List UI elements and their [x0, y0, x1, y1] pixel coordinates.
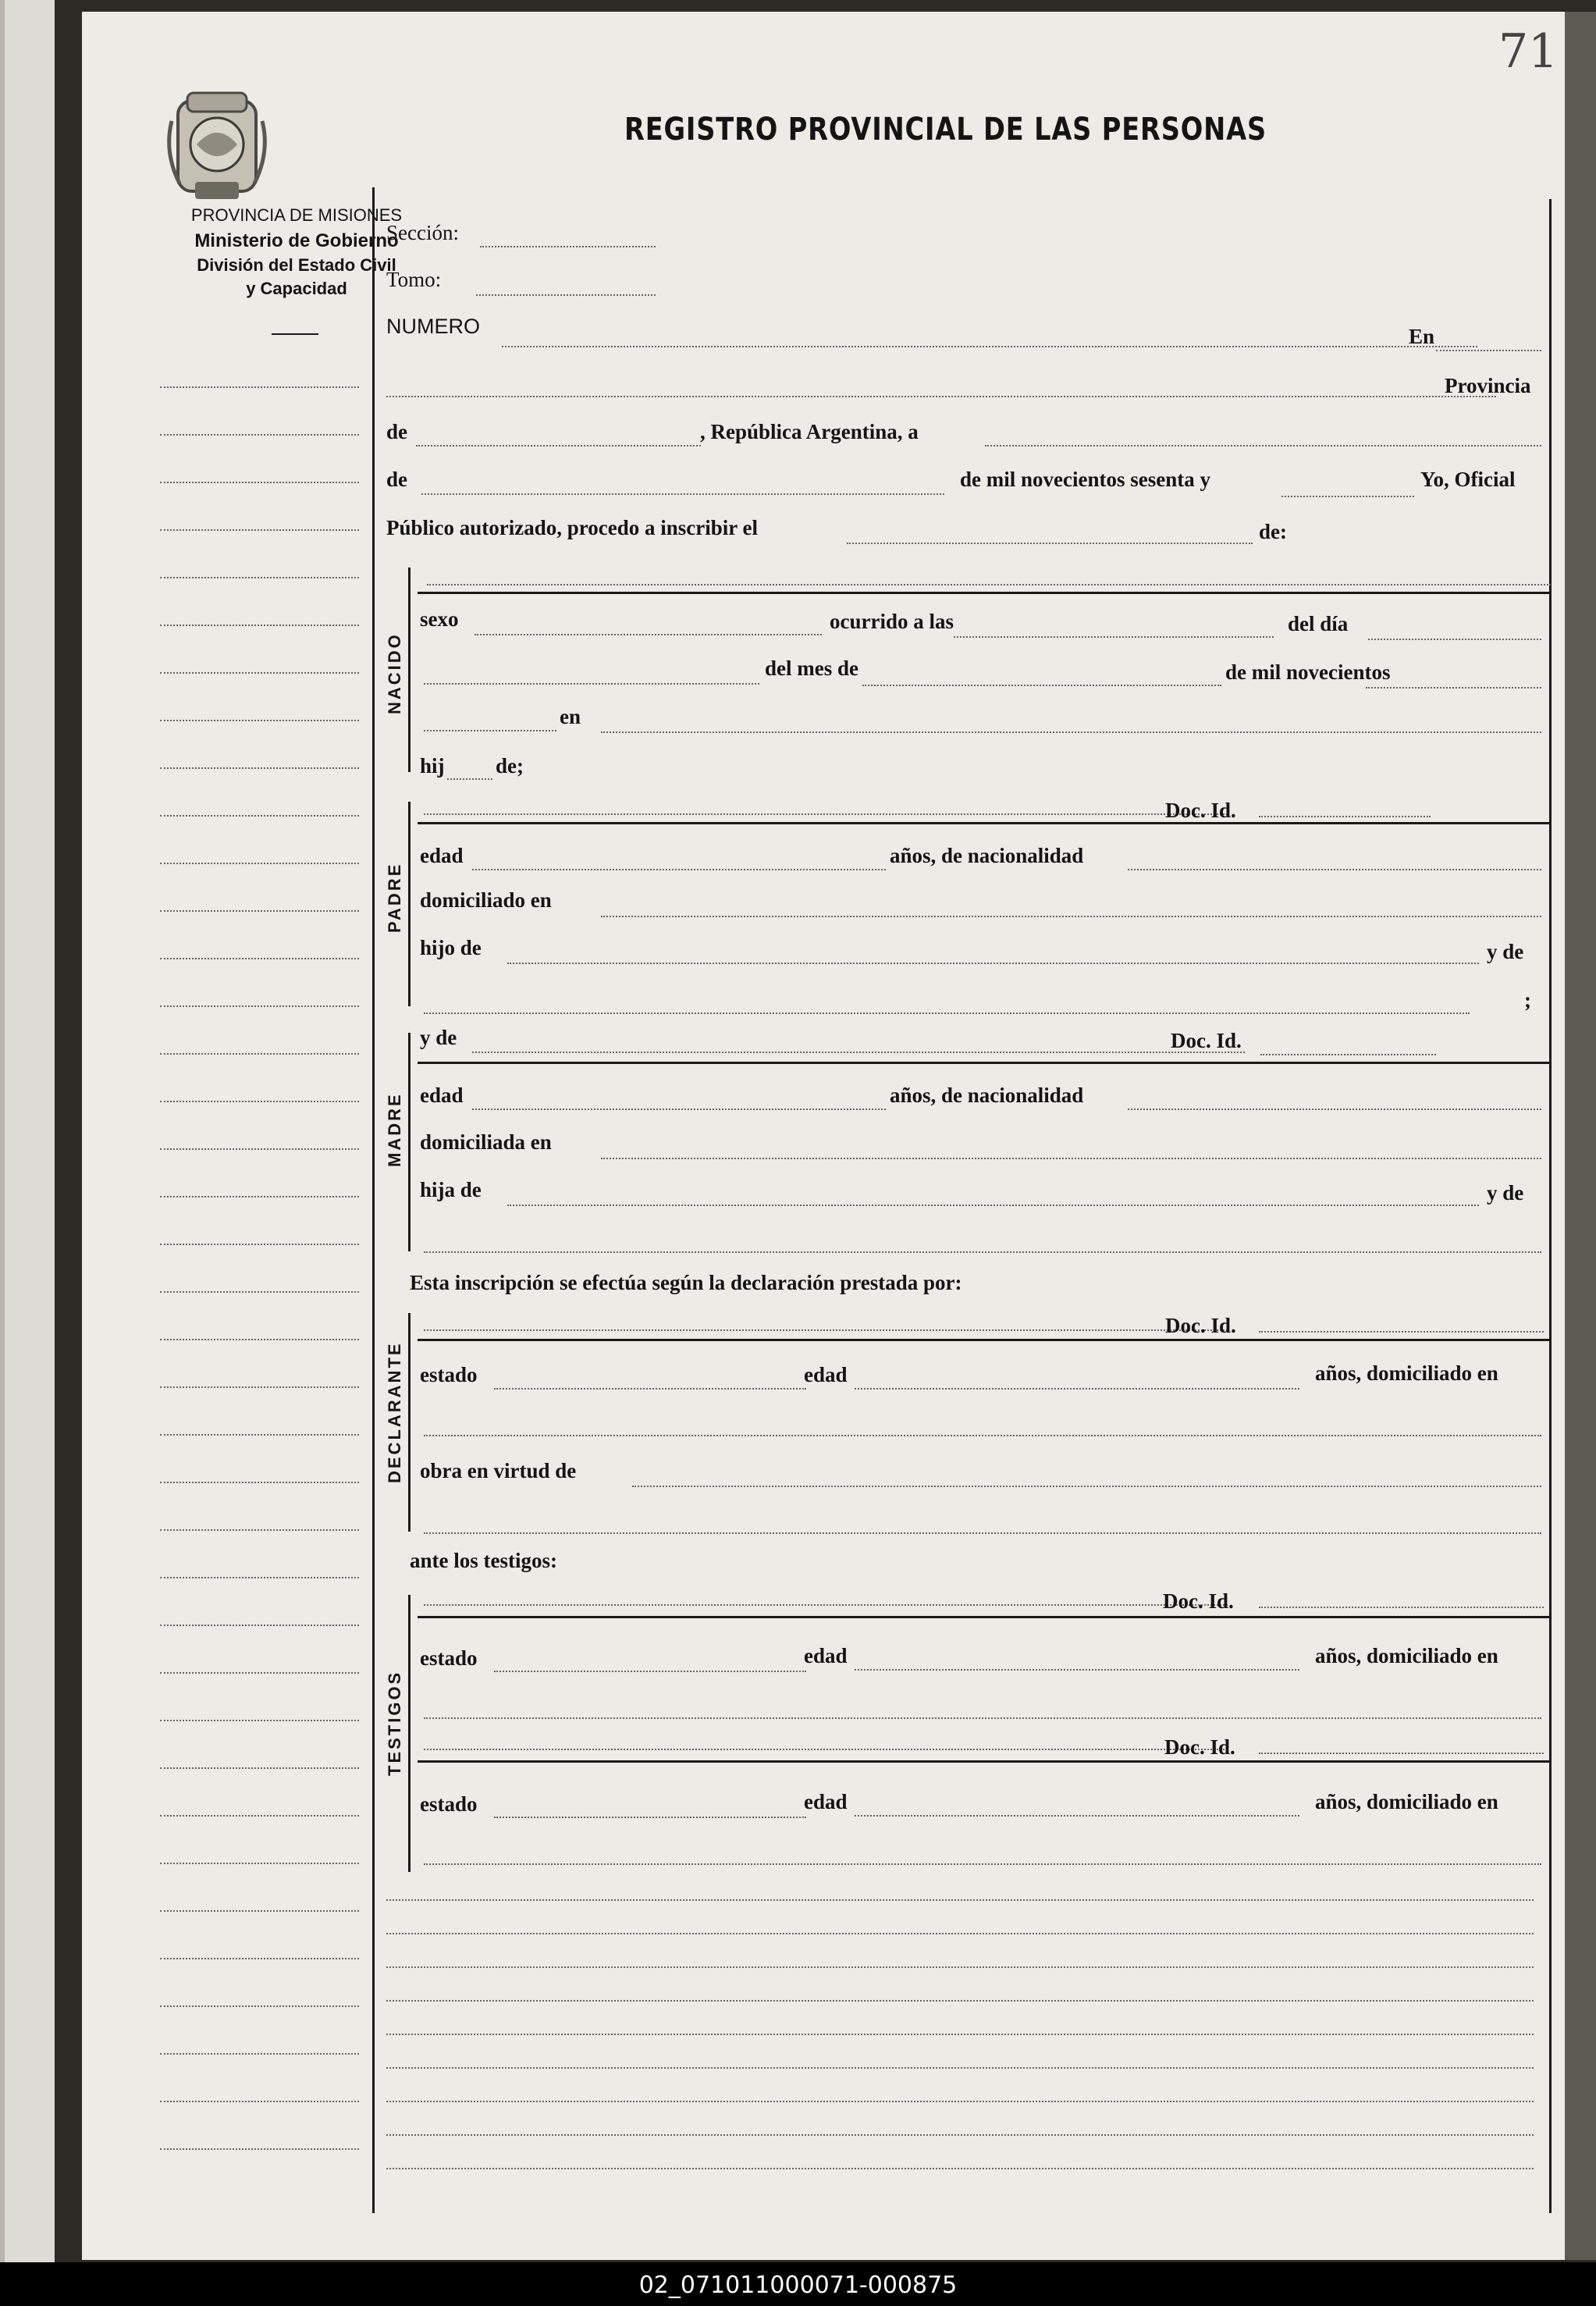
testigo2-estado-field[interactable] [494, 1817, 806, 1818]
seccion-label: Sección: [386, 221, 459, 244]
numero-label: NUMERO [386, 315, 480, 338]
notes-line[interactable] [386, 2134, 1534, 2136]
madre-y-de2-label: y de [1487, 1181, 1524, 1205]
declarante-extra-field[interactable] [424, 1532, 1541, 1534]
margin-line[interactable] [160, 672, 359, 674]
madre-y-de-label: y de [420, 1026, 457, 1049]
lugar-nacimiento-field[interactable] [601, 731, 1541, 733]
testigos-bracket [408, 1595, 411, 1872]
padre-nac-label: años, de nacionalidad [890, 844, 1084, 867]
margin-line[interactable] [160, 625, 359, 626]
margin-line[interactable] [160, 1767, 359, 1769]
margin-line[interactable] [160, 1434, 359, 1436]
padre-abuelo-field[interactable] [507, 963, 1479, 964]
de-label-2: de [386, 468, 407, 491]
margin-line[interactable] [160, 815, 359, 817]
nombre-madre-field[interactable] [472, 1052, 1245, 1053]
testigo2-edad-label: edad [804, 1790, 848, 1813]
testigo2-doc-label: Doc. Id. [1164, 1735, 1235, 1759]
margin-line[interactable] [160, 910, 359, 912]
declarante-edad-field[interactable] [855, 1388, 1299, 1390]
madre-doc-field[interactable] [1260, 1054, 1436, 1055]
provincia-field[interactable] [416, 445, 701, 447]
margin-line[interactable] [160, 1863, 359, 1864]
padre-doc-label: Doc. Id. [1165, 799, 1236, 822]
madre-doc-label: Doc. Id. [1171, 1029, 1242, 1052]
notes-line[interactable] [386, 2168, 1534, 2169]
lugar-field[interactable] [386, 396, 1496, 397]
margin-line[interactable] [160, 767, 359, 769]
margin-line[interactable] [160, 720, 359, 721]
anio-field[interactable] [1281, 496, 1414, 497]
declaracion-text: Esta inscripción se efectúa según la declaración prestada por: [410, 1271, 962, 1294]
en-nacido-label: en [560, 705, 581, 728]
margin-line[interactable] [160, 1720, 359, 1721]
padre-name-rule [418, 822, 1549, 824]
margin-line[interactable] [160, 1910, 359, 1912]
padre-bracket [408, 802, 411, 1006]
declarante-edad-label: edad [804, 1363, 848, 1386]
sexo-field[interactable] [475, 634, 822, 635]
book-cover-edge [1565, 12, 1596, 2260]
padre-y-de-label: y de [1487, 940, 1524, 963]
en-label: En [1409, 325, 1435, 348]
margin-line[interactable] [160, 1291, 359, 1293]
seccion-field[interactable] [480, 246, 656, 247]
margin-line[interactable] [160, 1148, 359, 1150]
notes-line[interactable] [386, 1966, 1534, 1968]
testigo1-doc-field[interactable] [1259, 1607, 1544, 1608]
publico-label: Público autorizado, procedo a inscribir el [386, 516, 758, 539]
dia-nacimiento-field[interactable] [1368, 639, 1541, 640]
hora-field[interactable] [954, 636, 1274, 638]
testigo1-estado-field[interactable] [494, 1671, 806, 1672]
anio-nacimiento-field[interactable] [1366, 687, 1541, 689]
margin-line[interactable] [160, 2101, 359, 2102]
provincia-label: Provincia [1445, 374, 1531, 397]
mes-field[interactable] [421, 493, 944, 495]
madre-bracket [408, 1033, 411, 1251]
padre-hijo-de-label: hijo de [420, 936, 482, 959]
left-border-line [372, 187, 375, 2213]
madre-nac-label: años, de nacionalidad [890, 1084, 1084, 1107]
declarante-domicilio-label: años, domiciliado en [1315, 1361, 1498, 1385]
de-semicolon-label: de; [496, 754, 524, 778]
madre-label: MADRE [385, 1092, 404, 1167]
madre-abuelo-field[interactable] [507, 1205, 1479, 1206]
margin-line[interactable] [160, 2053, 359, 2055]
declarante-obra-field[interactable] [632, 1486, 1541, 1487]
margin-line[interactable] [160, 386, 359, 388]
del-dia-label: del día [1288, 612, 1349, 635]
margin-line[interactable] [160, 1577, 359, 1578]
notes-line[interactable] [386, 1899, 1534, 1901]
padre-semicolon: ; [1524, 988, 1531, 1012]
margin-line[interactable] [160, 482, 359, 483]
madre-nacionalidad-field[interactable] [1128, 1109, 1541, 1110]
mil-sesenta-label: de mil novecientos sesenta y [960, 468, 1210, 491]
nacido-label: NACIDO [385, 632, 404, 714]
testigo1-name-rule [418, 1616, 1549, 1618]
tomo-field[interactable] [476, 294, 656, 296]
image-caption: 02_071011000071-000875 [638, 2272, 958, 2299]
dia-texto-field[interactable] [424, 683, 759, 685]
margin-line[interactable] [160, 1958, 359, 1959]
del-mes-label: del mes de [765, 657, 858, 680]
padre-abuela-field[interactable] [424, 1012, 1470, 1014]
madre-domicilio-label: domiciliada en [420, 1130, 552, 1154]
nombre-declarante-field[interactable] [424, 1329, 1228, 1331]
testigo1-edad-label: edad [804, 1644, 848, 1667]
notes-line[interactable] [386, 2000, 1534, 2002]
nacido-name-rule [418, 592, 1549, 594]
madre-name-rule [418, 1062, 1549, 1064]
margin-line[interactable] [160, 1815, 359, 1817]
ministry-name: Ministerio de Gobierno [194, 230, 399, 251]
tomo-label: Tomo: [386, 268, 442, 291]
ante-testigos-text: ante los testigos: [410, 1549, 557, 1572]
testigo1-estado-label: estado [420, 1646, 478, 1670]
anio-texto-field[interactable] [424, 730, 556, 731]
notes-line[interactable] [386, 2034, 1534, 2035]
mil-novecientos-label: de mil novecientos [1225, 660, 1391, 684]
margin-line[interactable] [160, 1101, 359, 1102]
testigo1-edad-field[interactable] [855, 1669, 1299, 1671]
testigo2-doc-field[interactable] [1259, 1753, 1544, 1754]
padre-doc-field[interactable] [1259, 816, 1431, 817]
margin-line[interactable] [160, 1672, 359, 1674]
de-colon-label: de: [1259, 520, 1287, 543]
margin-line[interactable] [160, 1053, 359, 1055]
hijo-genero-field[interactable] [447, 778, 492, 780]
madre-edad-field[interactable] [472, 1109, 886, 1110]
testigo2-name-rule [418, 1760, 1549, 1763]
margin-line[interactable] [160, 1244, 359, 1245]
margin-line[interactable] [160, 1005, 359, 1007]
nombre-padre-field[interactable] [424, 813, 1228, 815]
province-name: PROVINCIA DE MISIONES [190, 205, 403, 225]
declarante-label: DECLARANTE [385, 1341, 404, 1483]
nacido-bracket [408, 568, 411, 772]
margin-line[interactable] [160, 529, 359, 531]
provincial-seal-icon [164, 90, 269, 211]
declarante-domicilio-field[interactable] [424, 1435, 1541, 1436]
declarante-estado-field[interactable] [494, 1388, 806, 1390]
margin-line[interactable] [160, 1196, 359, 1197]
sexo-label: sexo [420, 607, 459, 631]
margin-line[interactable] [160, 577, 359, 578]
republica-label: , República Argentina, a [700, 420, 919, 443]
margin-line[interactable] [160, 2005, 359, 2007]
margin-line[interactable] [160, 1625, 359, 1626]
testigo1-domicilio-label: años, domiciliado en [1315, 1644, 1498, 1667]
hij-label: hij [420, 754, 445, 778]
padre-label: PADRE [385, 862, 404, 933]
declarante-estado-label: estado [420, 1363, 478, 1386]
de-label-1: de [386, 420, 407, 443]
declarante-doc-label: Doc. Id. [1165, 1314, 1236, 1337]
madre-edad-label: edad [420, 1084, 464, 1107]
testigo1-doc-label: Doc. Id. [1163, 1589, 1234, 1613]
declarante-doc-field[interactable] [1259, 1331, 1544, 1333]
registry-page [82, 12, 1565, 2260]
fecha-field[interactable] [847, 543, 1253, 544]
margin-line[interactable] [160, 434, 359, 436]
testigo2-edad-field[interactable] [855, 1815, 1299, 1817]
declarante-bracket [408, 1313, 411, 1532]
ocurrido-label: ocurrido a las [830, 610, 954, 633]
testigo2-estado-label: estado [420, 1792, 478, 1816]
madre-hija-de-label: hija de [420, 1178, 482, 1201]
madre-domicilio-field[interactable] [601, 1158, 1541, 1159]
notes-line[interactable] [386, 2067, 1534, 2069]
notes-line[interactable] [386, 1933, 1534, 1934]
dia-field[interactable] [985, 445, 1541, 447]
margin-line[interactable] [160, 1529, 359, 1531]
testigos-label: TESTIGOS [385, 1670, 404, 1776]
testigo2-nombre-field[interactable] [424, 1749, 1228, 1750]
margin-line[interactable] [160, 863, 359, 864]
margin-line[interactable] [160, 2148, 359, 2150]
padre-edad-field[interactable] [472, 869, 886, 870]
right-border-line [1549, 199, 1552, 2213]
madre-abuela-field[interactable] [424, 1251, 1541, 1253]
previous-page-edge [0, 0, 55, 2264]
margin-line[interactable] [160, 1482, 359, 1483]
declarante-obra-label: obra en virtud de [420, 1459, 577, 1482]
padre-domicilio-label: domiciliado en [420, 888, 552, 912]
declarante-name-rule [418, 1339, 1549, 1341]
notes-line[interactable] [386, 2101, 1534, 2102]
margin-line[interactable] [160, 1339, 359, 1340]
mes-nacimiento-field[interactable] [862, 685, 1221, 686]
yo-oficial-label: Yo, Oficial [1420, 468, 1516, 491]
testigo1-domicilio-field[interactable] [424, 1717, 1541, 1719]
padre-nacionalidad-field[interactable] [1128, 869, 1541, 870]
padre-domicilio-field[interactable] [601, 916, 1541, 917]
nombre-nacido-field[interactable] [427, 584, 1551, 585]
header-rule [272, 333, 318, 335]
testigo2-domicilio-field[interactable] [424, 1863, 1541, 1865]
division-capacity: y Capacidad [246, 279, 347, 298]
page-title: REGISTRO PROVINCIAL DE LAS PERSONAS [624, 112, 1267, 148]
en-field[interactable] [1436, 350, 1541, 351]
page-number: 71 [1498, 24, 1559, 79]
margin-line[interactable] [160, 958, 359, 959]
margin-line[interactable] [160, 1386, 359, 1388]
padre-edad-label: edad [420, 844, 464, 867]
testigo2-domicilio-label: años, domiciliado en [1315, 1790, 1498, 1813]
division-name: División del Estado Civil [197, 255, 396, 275]
numero-field[interactable] [502, 346, 1477, 347]
testigo1-nombre-field[interactable] [424, 1604, 1228, 1606]
